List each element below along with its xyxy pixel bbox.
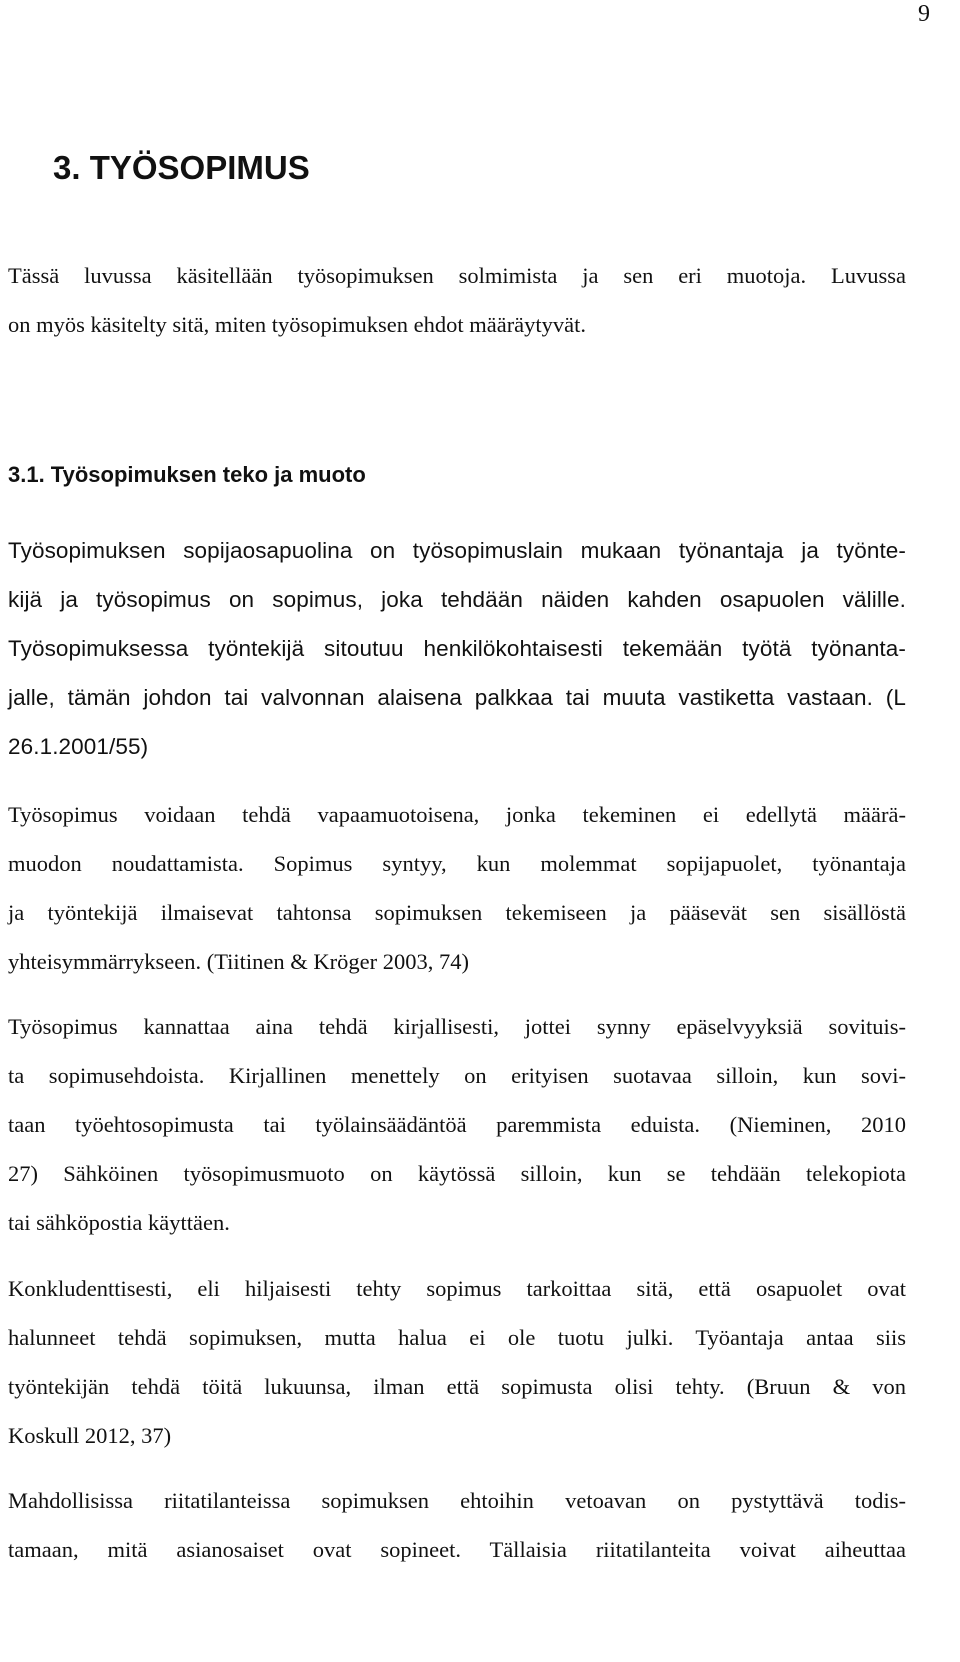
text-line: jalle, tämän johdon tai valvonnan alaisena palkkaa tai muuta vastiketta vastaan. (L — [8, 685, 906, 710]
paragraph-4 — [8, 1264, 906, 1460]
text-line: Työsopimus voidaan tehdä vapaamuotoisena, jonka tekeminen ei edellytä määrä- — [8, 802, 906, 827]
text-line: 26.1.2001/55) — [8, 734, 149, 759]
text-line: muodon noudattamista. Sopimus syntyy, kun molemmat sopijapuolet, työnantaja — [8, 851, 906, 876]
text-line: Työsopimus kannattaa aina tehdä kirjallisesti, jottei synny epäselvyyksiä sovituis- — [8, 1014, 906, 1039]
paragraph-2 — [8, 790, 906, 986]
text-line: Työsopimuksessa työntekijä sitoutuu henkilökohtaisesti tekemään työtä työnanta- — [8, 636, 906, 661]
text-line: taan työehtosopimusta tai työlainsäädäntöä paremmista eduista. (Nieminen, 2010 — [8, 1112, 906, 1137]
text-line: Tässä luvussa käsitellään työsopimuksen solmimista ja sen eri muotoja. Luvussa — [8, 263, 906, 288]
text-line: 27) Sähköinen työsopimusmuoto on käytössä silloin, kun se tehdään telekopiota — [8, 1161, 906, 1186]
section-heading: 3.1. Työsopimuksen teko ja muoto — [8, 462, 366, 487]
text-line: yhteisymmärrykseen. (Tiitinen & Kröger 2003, 74) — [8, 949, 469, 974]
intro-paragraph — [8, 251, 906, 349]
text-line: Työsopimuksen sopijaosapuolina on työsopimuslain mukaan työnantaja ja työnte- — [8, 538, 906, 563]
text-line: halunneet tehdä sopimuksen, mutta halua ei ole tuotu julki. Työantaja antaa siis — [8, 1325, 906, 1350]
text-line: ta sopimusehdoista. Kirjallinen menettely on erityisen suotavaa silloin, kun sovi- — [8, 1063, 906, 1088]
paragraph-5 — [8, 1476, 906, 1574]
paragraph-3 — [8, 1002, 906, 1247]
text-line: tai sähköpostia käyttäen. — [8, 1210, 230, 1235]
chapter-heading: 3. TYÖSOPIMUS — [53, 149, 310, 186]
text-line: Koskull 2012, 37) — [8, 1423, 172, 1448]
paragraph-1 — [8, 526, 906, 771]
text-line: ja työntekijä ilmaisevat tahtonsa sopimuksen tekemiseen ja pääsevät sen sisällöstä — [8, 900, 906, 925]
text-line: työntekijän tehdä töitä lukuunsa, ilman että sopimusta olisi tehty. (Bruun & von — [8, 1374, 906, 1399]
text-line: kijä ja työsopimus on sopimus, joka tehdään näiden kahden osapuolen välille. — [8, 587, 906, 612]
text-line: Mahdollisissa riitatilanteissa sopimuksen ehtoihin vetoavan on pystyttävä todis- — [8, 1488, 906, 1513]
text-line: Konkludenttisesti, eli hiljaisesti tehty sopimus tarkoittaa sitä, että osapuolet ovat — [8, 1276, 906, 1301]
page-number: 9 — [918, 1, 930, 27]
text-line: tamaan, mitä asianosaiset ovat sopineet. Tällaisia riitatilanteita voivat aiheuttaa — [8, 1537, 906, 1562]
text-line: on myös käsitelty sitä, miten työsopimuksen ehdot määräytyvät. — [8, 312, 587, 337]
